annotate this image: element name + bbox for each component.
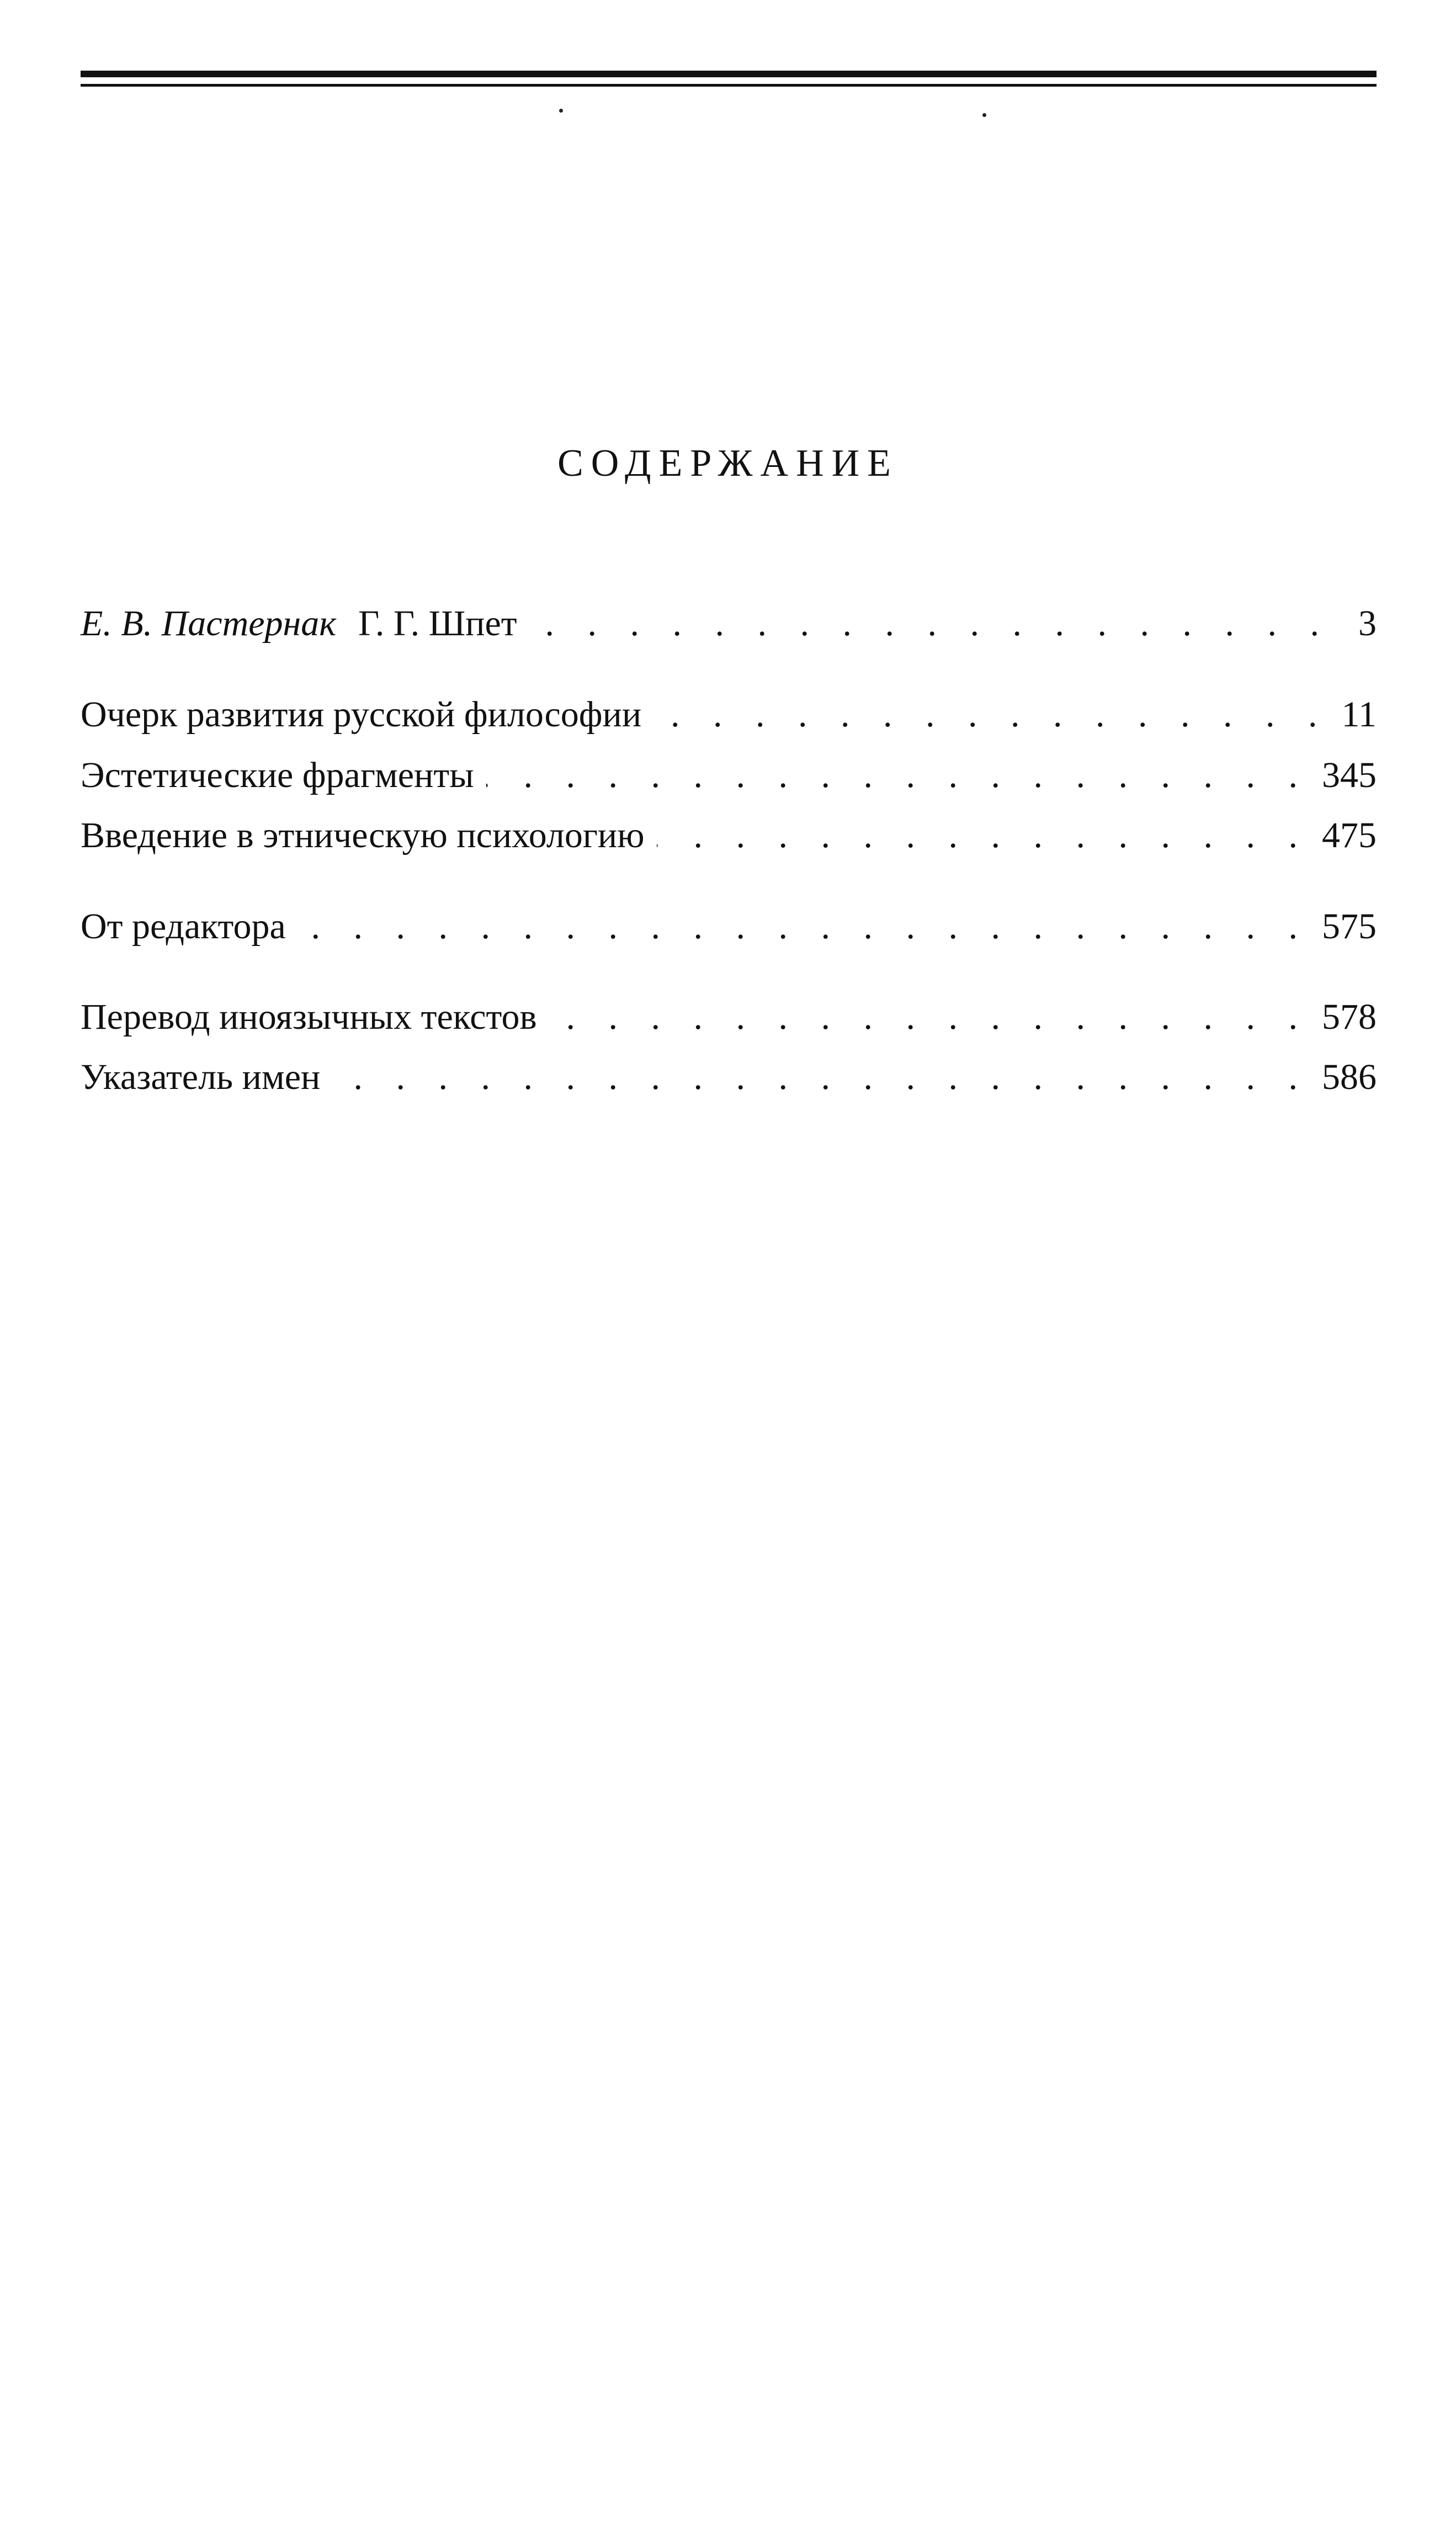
toc-entry-page: 3 bbox=[1358, 603, 1377, 644]
dot-leader bbox=[657, 814, 1310, 858]
page-title: СОДЕРЖАНИЕ bbox=[557, 442, 899, 485]
toc-entry[interactable] bbox=[81, 602, 1377, 646]
toc-entry-page: 11 bbox=[1341, 694, 1377, 735]
dot-leader bbox=[486, 753, 1310, 798]
toc-entry-page: 578 bbox=[1322, 997, 1377, 1037]
toc-entry-page: 345 bbox=[1322, 755, 1377, 795]
toc-entry-title: От редактора bbox=[81, 906, 286, 947]
toc-entry-title: Очерк развития русской философии bbox=[81, 694, 642, 735]
toc-entry[interactable] bbox=[81, 693, 1377, 737]
toc-entry[interactable] bbox=[81, 905, 1377, 949]
toc-entry[interactable] bbox=[81, 814, 1377, 858]
dot-leader bbox=[549, 995, 1310, 1039]
toc-entry-author: Е. В. Пастернак bbox=[81, 603, 337, 644]
toc-entry-title: Г. Г. Шпет bbox=[358, 603, 517, 644]
top-rule-thick bbox=[81, 71, 1377, 77]
dot-leader bbox=[332, 1055, 1310, 1099]
dot-leader bbox=[653, 693, 1329, 737]
toc-entry-page: 575 bbox=[1322, 906, 1377, 947]
toc-entry[interactable] bbox=[81, 995, 1377, 1039]
print-speck bbox=[982, 113, 986, 117]
top-rule-thin bbox=[81, 84, 1377, 87]
toc-entry-title: Указатель имен bbox=[81, 1057, 321, 1097]
toc-entry-title: Эстетические фрагменты bbox=[81, 755, 474, 795]
dot-leader bbox=[298, 905, 1310, 949]
toc-entry-page: 475 bbox=[1322, 815, 1377, 855]
print-speck bbox=[559, 109, 563, 113]
toc-entry-title: Перевод иноязычных текстов bbox=[81, 997, 537, 1037]
toc-entry-page: 586 bbox=[1322, 1057, 1377, 1097]
toc-entry-title: Введение в этническую психологию bbox=[81, 815, 645, 855]
toc-entry[interactable] bbox=[81, 753, 1377, 798]
dot-leader bbox=[529, 602, 1331, 646]
toc-entry[interactable] bbox=[81, 1055, 1377, 1099]
